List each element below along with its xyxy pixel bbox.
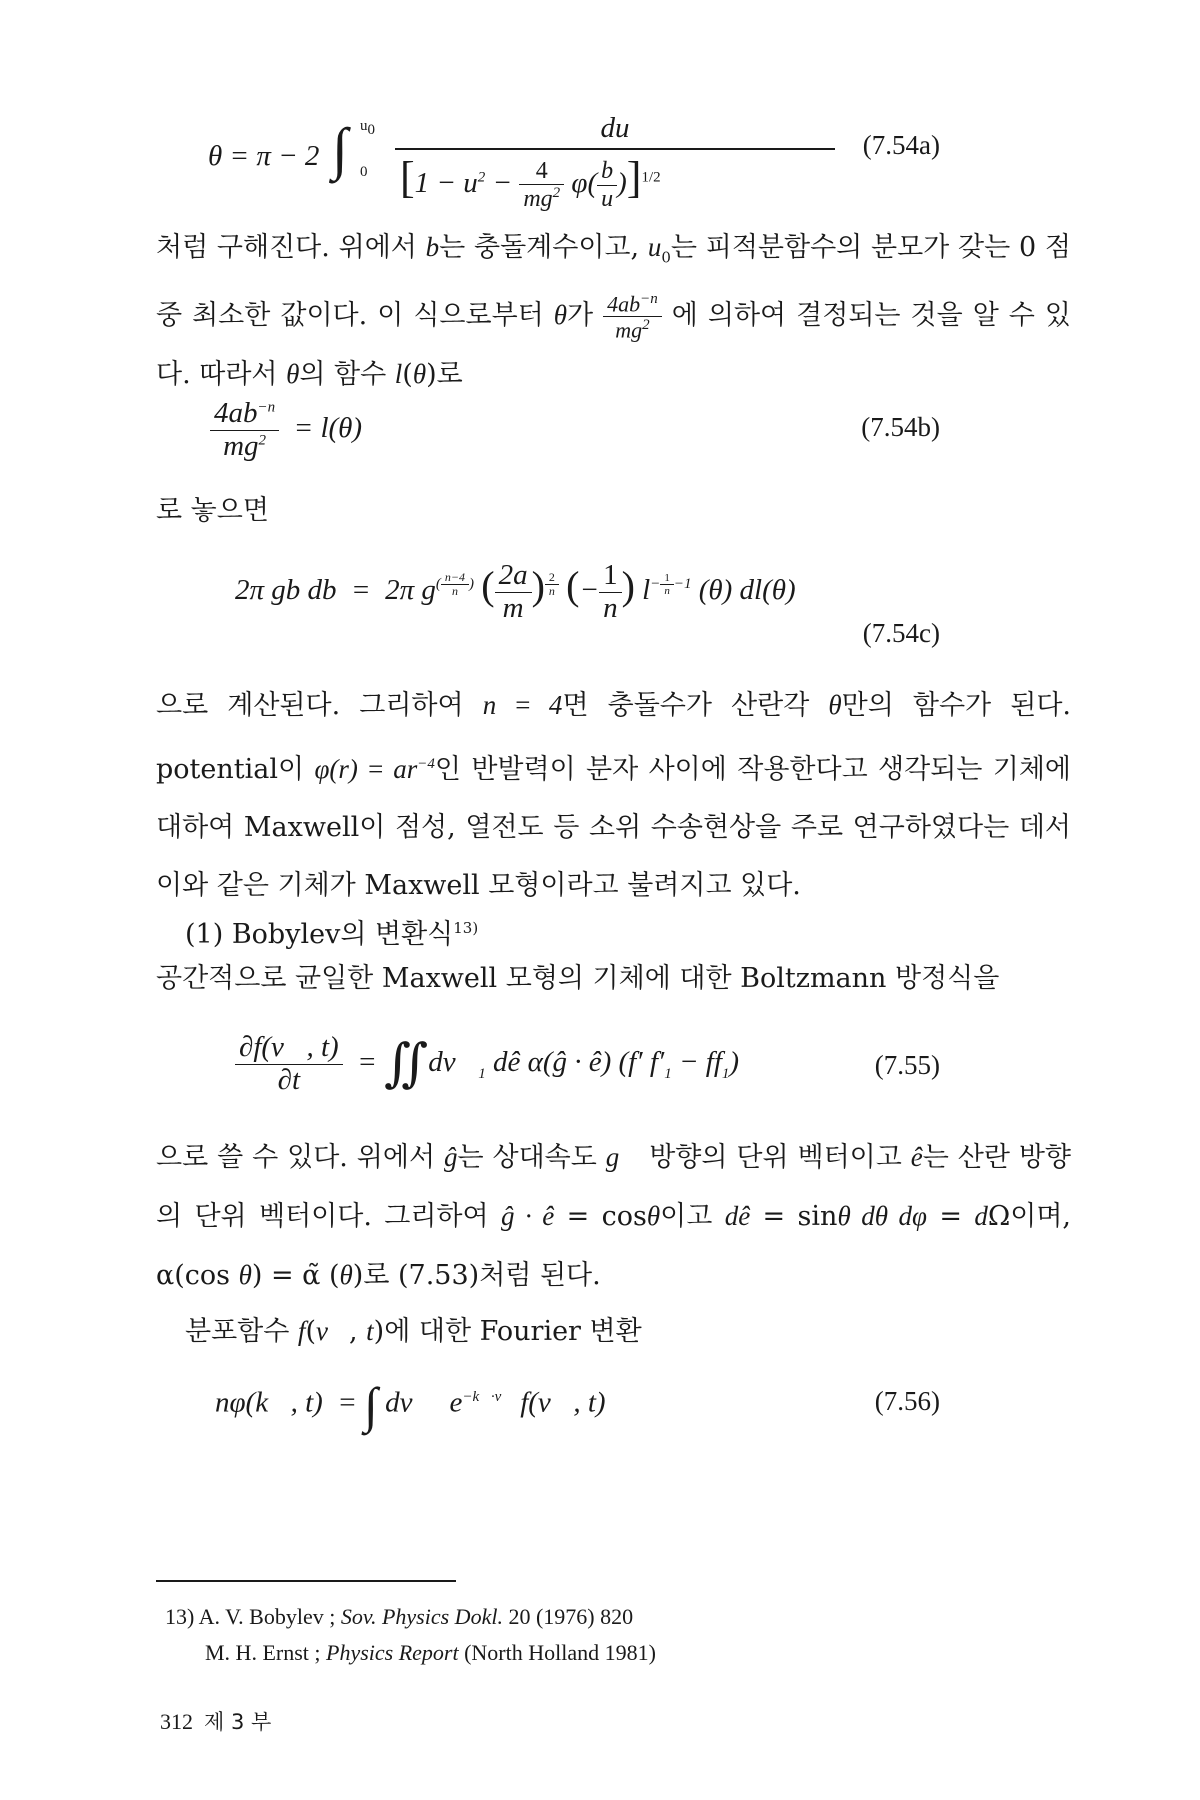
paragraph-2: 로 놓으면	[156, 495, 269, 526]
footnote-13-line-1: 13) A. V. Bobylev ; Sov. Physics Dokl. 20 (1976) 820	[165, 1604, 634, 1629]
equation-7-55: $\frac{\partial f(v⃗, t)}{\partial t}$ = $∬dv⃗_1$ dê α(ĝ · ê) (f′ $f'_1 - ff_1$) (7.55)	[150, 1030, 1070, 1125]
equation-number: (7.56)	[874, 1386, 940, 1416]
paragraph-5: 으로 쓸 수 있다. 위에서 ĝ는 상대속도 g⃗ 방향의 단위 벡터이고 ê는 산란 방향의 단위 벡터이다. 그리하여 ĝ · ê = cosθ이고 dê = sinθ dθ dφ = dΩ이며, α(cos θ) = α̃ (θ)로 (7.53)처럼 된다.	[156, 1142, 1072, 1291]
equation-7-54c: 2π gb db = 2π $g^{( \frac{n-4}{n} )}$ ( $\frac{2a}{m}$ ) $^{\frac{2}{n}}$ (− $\frac{1}{n}$ ) $l^{- \frac{1}{n} -1}$ (θ) dl(θ) (7.54c)	[235, 559, 940, 648]
equation-number: (7.54b)	[861, 412, 940, 442]
equation-number: (7.55)	[874, 1050, 940, 1080]
footnote-divider	[156, 1580, 456, 1582]
paragraph-3: 으로 계산된다. 그리하여 n = 4면 충돌수가 산란각 θ만의 함수가 된다. potential이 $\varphi(r) = ar^{-4}$인 반발력이 분자 사이에 작용한다고 생각되는 기체에 대하여 Maxwell이 점성, 열전도 등 소위 수송현상을 주로 연구하였다는 데서 이와 같은 기체가 Maxwell 모형이라고 불려지고 있다.	[156, 690, 1072, 901]
section-heading: (1) Bobylev의 변환식$^{13)}$	[185, 919, 479, 950]
equation-number: (7.54c)	[862, 618, 940, 648]
paragraph-6: 분포함수 f(v⃗, t)에 대한 Fourier 변환	[185, 1316, 642, 1347]
equation-7-54b: $\frac{4ab^{-n}}{mg^2}$ = l(θ) (7.54b)	[150, 398, 1070, 468]
equation-number: (7.54a)	[862, 130, 940, 160]
equation-7-56: nφ(k⃗, t) = ∫ dv⃗ $e^{-k⃗\cdot v⃗}$ f(v⃗, t) (7.56)	[215, 1377, 940, 1433]
paragraph-1: 처럼 구해진다. 위에서 b는 충돌계수이고, $u_0$는 피적분함수의 분모가 갖는 0 점 중 최소한 값이다. 이 식으로부터 θ가 $\frac{4ab^{-n}}{mg^2}$ 에 의하여 결정되는 것을 알 수 있다. 따라서 θ의 함수 l(θ)로	[156, 232, 1071, 391]
paragraph-4: 공간적으로 균일한 Maxwell 모형의 기체에 대한 Boltzmann 방정식을	[156, 963, 1000, 994]
equation-7-54a: θ = π − 2 ∫ $u_0$ 0 du [$1 - u^2$ − $\frac{4}{mg^2}$ φ( $\frac{b}{u}$ )]$^{1/2}$ (7.54a)	[208, 112, 940, 213]
footnote-13-line-2: M. H. Ernst ; Physics Report (North Holland 1981)	[205, 1640, 656, 1665]
page-number: 312 제 3 부	[160, 1709, 272, 1734]
